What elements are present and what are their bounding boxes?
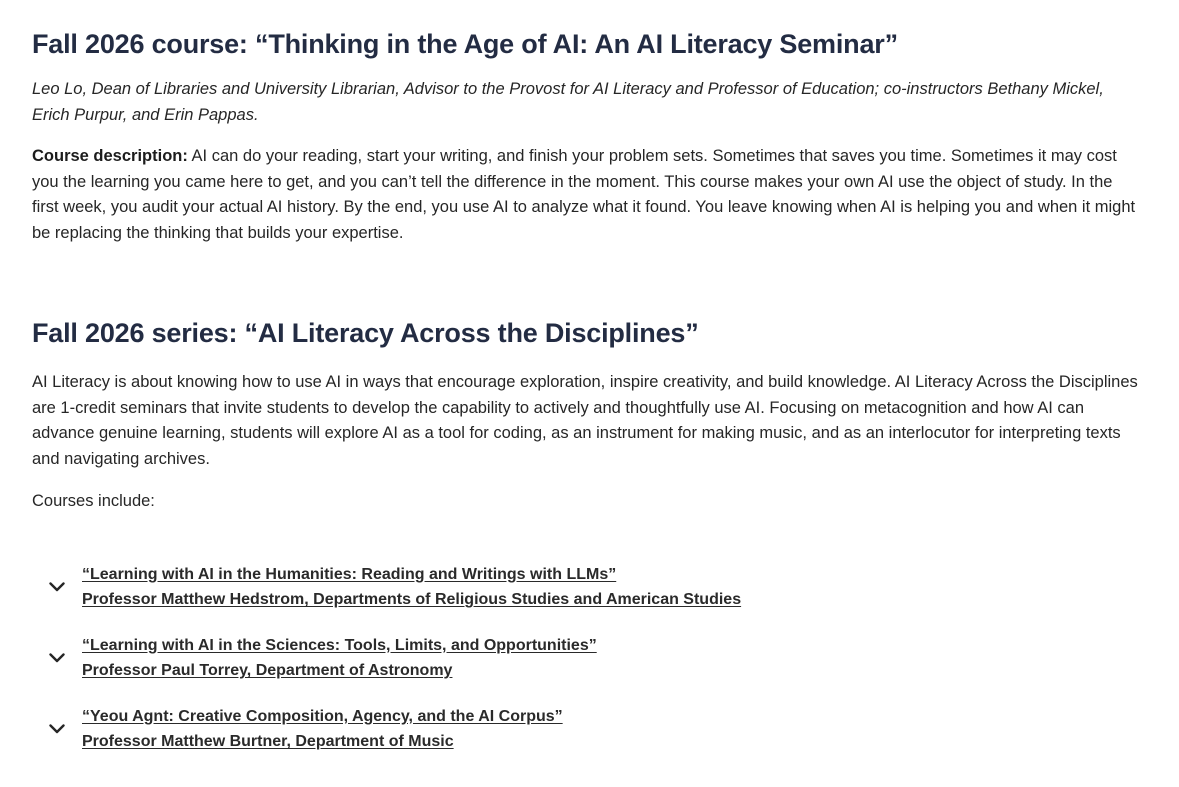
accordion-item-humanities[interactable]	[32, 562, 1147, 613]
accordion-item-sciences[interactable]	[32, 633, 1147, 684]
course-description-label: Course description:	[32, 147, 188, 165]
course-title-humanities: “Learning with AI in the Humanities: Reading and Writings with LLMs”	[82, 565, 617, 583]
series-description: AI Literacy is about knowing how to use AI in ways that encourage exploration, inspire creativity, and build knowledge. AI Literacy Across the Disciplines are 1-credit seminars that invite students to develop the capability to actively and thoughtfully use AI. Focusing on metacognition and how AI can advance genuine learning, students will explore AI as a tool for coding, as an instrument for making music, and as an interlocutor for interpreting texts and navigating archives.	[32, 373, 1138, 468]
course-instructor-sciences: Professor Paul Torrey, Department of Astronomy	[82, 662, 453, 679]
chevron-down-icon[interactable]	[32, 653, 82, 663]
courses-accordion	[32, 562, 1147, 755]
chevron-down-icon[interactable]	[32, 582, 82, 592]
course-instructor-music: Professor Matthew Burtner, Department of Music	[82, 733, 454, 750]
course-instructors: Leo Lo, Dean of Libraries and University Librarian, Advisor to the Provost for AI Literacy and Professor of Education; co-instructors Bethany Mickel, Erich Purpur, and Erin Pappas.	[32, 80, 1104, 124]
accordion-item-music[interactable]	[32, 704, 1147, 755]
courses-intro: Courses include:	[32, 492, 155, 510]
course-description-text: AI can do your reading, start your writing, and finish your problem sets. Sometimes that saves you time. Sometimes it may cost you the learning you came here to get, and you can’t tell the difference in the moment. This course makes your own AI use the object of study. In the first week, you audit your actual AI history. By the end, you use AI to analyze what it found. You leave knowing when AI is helping you and when it might be replacing the thinking that builds your expertise.	[32, 147, 1136, 242]
accordion-link-humanities[interactable]	[82, 562, 741, 613]
course-title-music: “Yeou Agnt: Creative Composition, Agency, and the AI Corpus”	[82, 707, 563, 725]
accordion-link-sciences[interactable]	[82, 633, 597, 684]
course-title: Fall 2026 course: “Thinking in the Age of AI: An AI Literacy Seminar”	[32, 29, 898, 59]
course-description	[32, 144, 1142, 246]
series-title: Fall 2026 series: “AI Literacy Across the Disciplines”	[32, 318, 699, 348]
course-instructor-humanities: Professor Matthew Hedstrom, Departments of Religious Studies and American Studies	[82, 591, 742, 608]
chevron-down-icon[interactable]	[32, 724, 82, 734]
accordion-link-music[interactable]	[82, 704, 563, 755]
course-title-sciences: “Learning with AI in the Sciences: Tools, Limits, and Opportunities”	[82, 636, 597, 654]
